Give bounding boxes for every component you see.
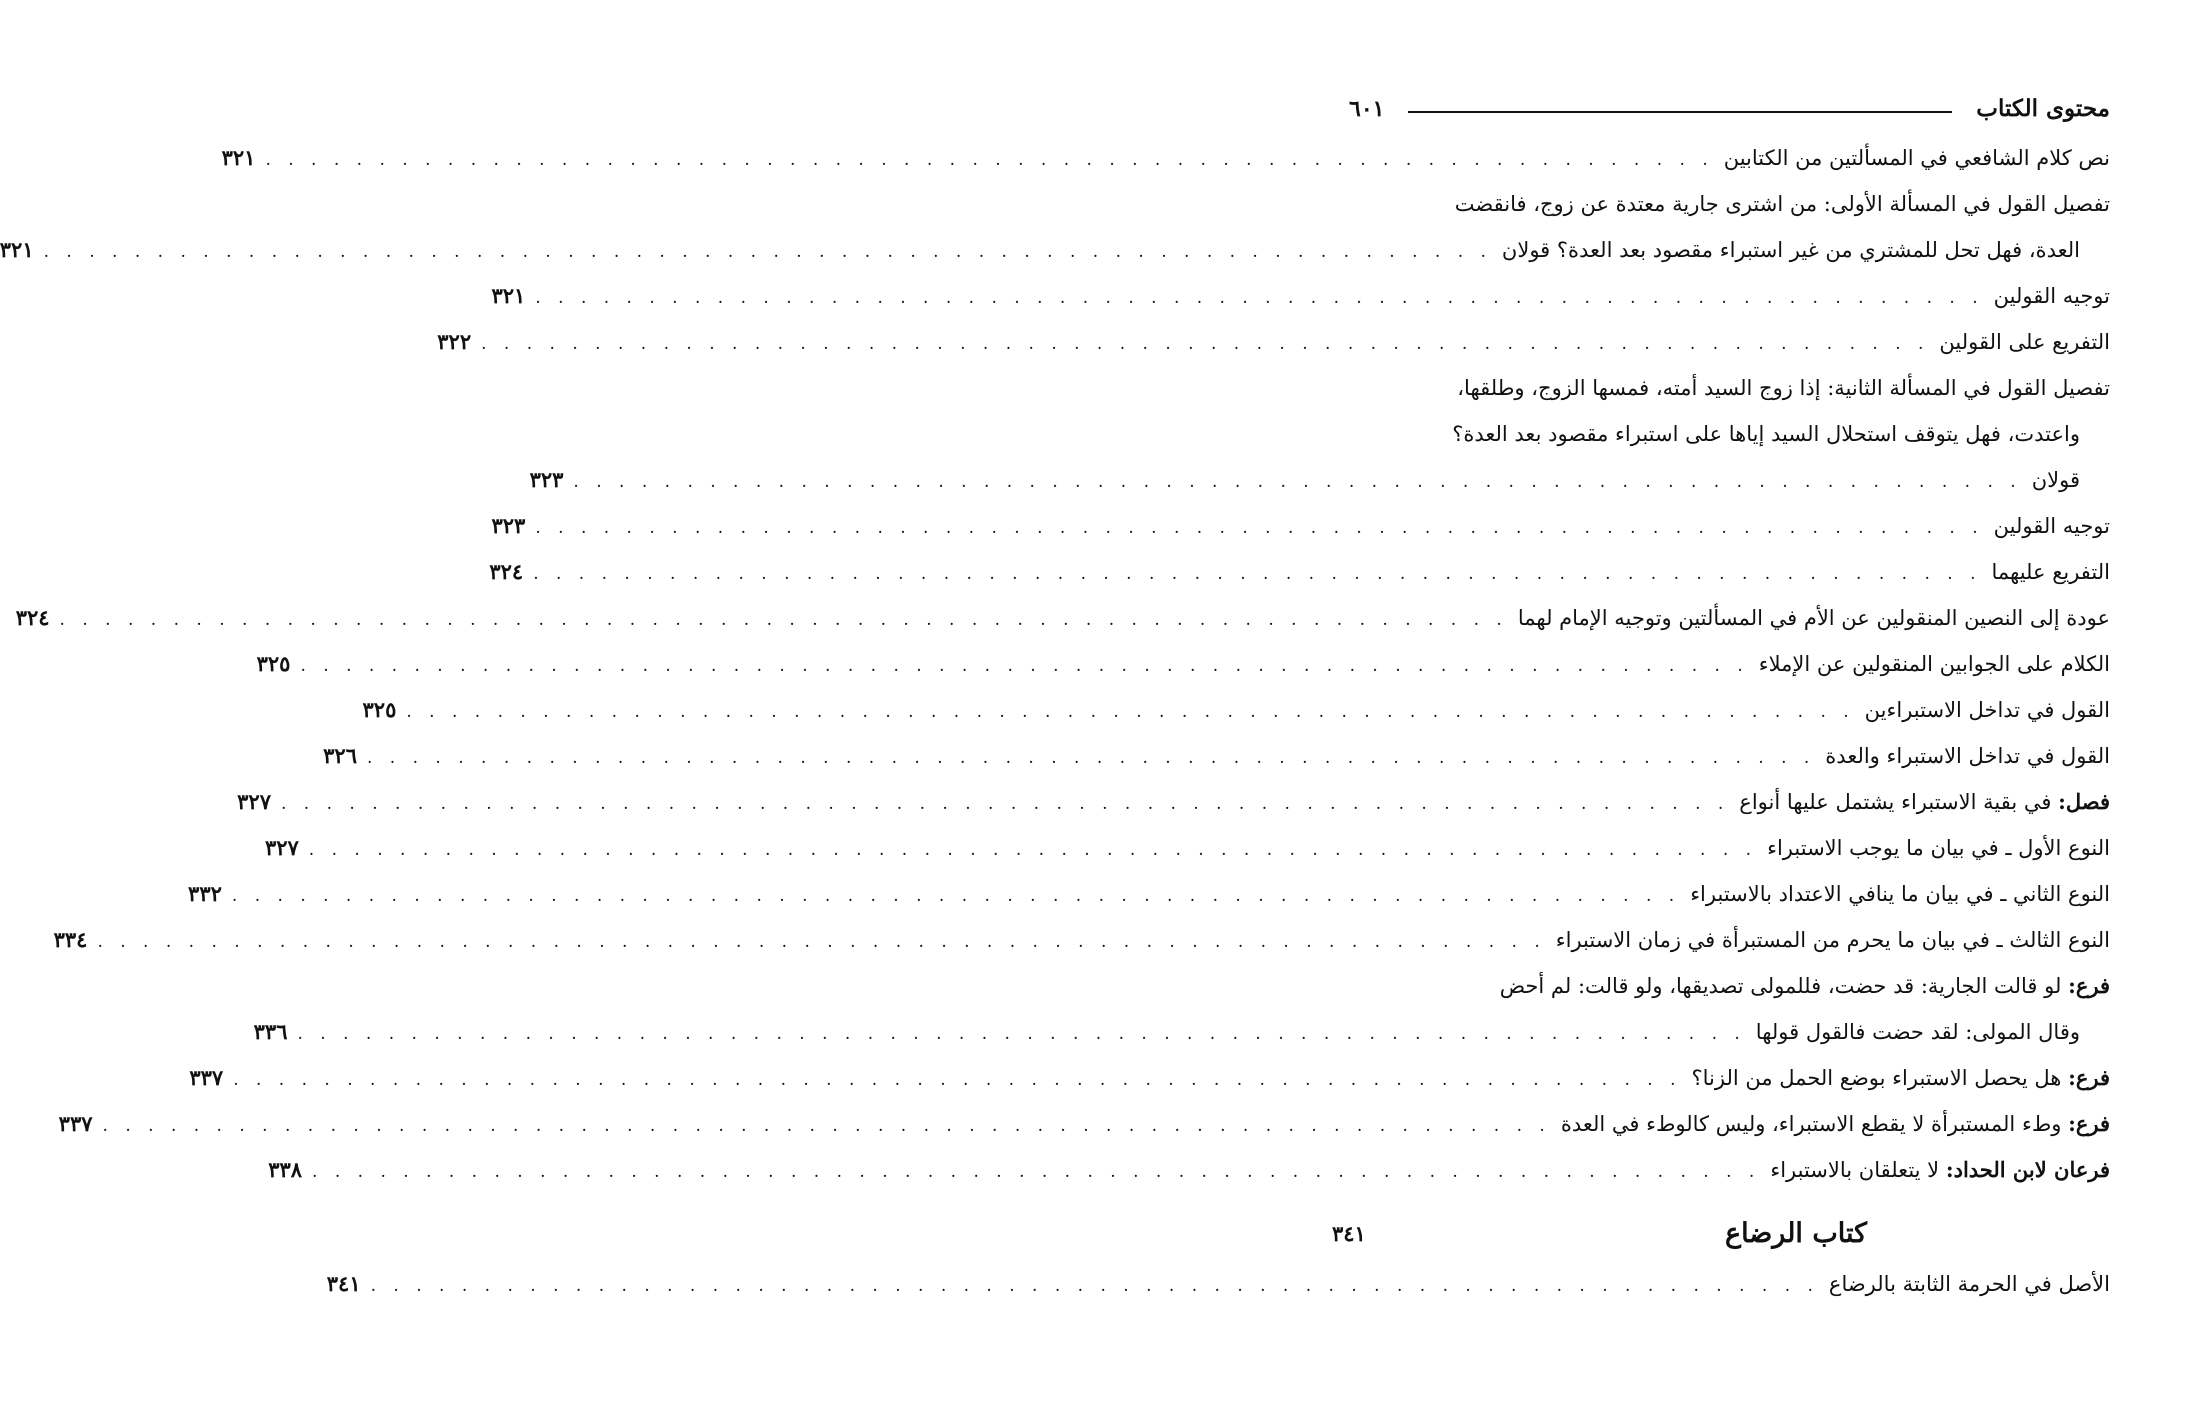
dot-leader: . . . . . . . . . . . . . . . . . . . . . . . . . . . . . . . . . . . . . . . . . . . . . . . . . . . . . . . . . . . . . . . . <box>573 472 2022 492</box>
table-of-contents <box>0 135 2110 1307</box>
page-number: ٦٠١ <box>1349 96 1385 122</box>
page-header <box>1335 86 2110 122</box>
entry-page: ٣٣٨ <box>268 1157 303 1182</box>
dot-leader: . . . . . . . . . . . . . . . . . . . . . . . . . . . . . . . . . . . . . . . . . . . . . . . . . . . . . . . . . . . . . . . . <box>231 886 1681 906</box>
entry-page: ٣٢٢ <box>437 329 472 354</box>
section-heading <box>1332 1205 2110 1261</box>
toc-entry <box>221 135 2110 181</box>
entry-text <box>1739 779 2110 825</box>
toc-entry-line: تفصيل القول في المسألة الثانية: إذا زوج السيد أمته، فمسها الزوج، وطلقها، <box>1457 376 2110 400</box>
toc-entry <box>53 917 2110 963</box>
entry-text <box>1561 1101 2110 1147</box>
entry-page: ٣٣٤ <box>53 927 88 952</box>
entry-text: توجيه القولين <box>1993 514 2110 538</box>
toc-entry-line: تفصيل القول في المسألة الأولى: من اشترى جارية معتدة عن زوج، فانقضت <box>1454 192 2110 216</box>
toc-entry <box>489 549 2110 595</box>
dot-leader: . . . . . . . . . . . . . . . . . . . . . . . . . . . . . . . . . . . . . . . . . . . . . . . . . . . . . . . . . . . . . . . . <box>265 150 1714 170</box>
dot-leader: . . . . . . . . . . . . . . . . . . . . . . . . . . . . . . . . . . . . . . . . . . . . . . . . . . . . . . . . . . . . . . . . <box>43 242 1492 262</box>
entry-label: فرع: <box>2068 973 2110 998</box>
entry-label: فصل: <box>2058 789 2110 814</box>
dot-leader: . . . . . . . . . . . . . . . . . . . . . . . . . . . . . . . . . . . . . . . . . . . . . . . . . . . . . . . . . . . . . . . . <box>481 334 1930 354</box>
toc-entry <box>237 779 2110 825</box>
entry-text: التفريع عليهما <box>1991 560 2110 584</box>
toc-entry <box>189 1055 2110 1101</box>
entry-page: ٣٢٤ <box>489 559 524 584</box>
toc-entry <box>268 1147 2110 1193</box>
toc-entry <box>256 641 2110 687</box>
toc-entry-line <box>1332 963 2110 1009</box>
toc-entry <box>362 687 2110 733</box>
entry-text-body: لو قالت الجارية: قد حضت، فللمولى تصديقها، ولو قالت: لم أحض <box>1499 974 2062 998</box>
toc-entry-continued <box>253 1009 2110 1055</box>
toc-entry-continued <box>529 457 2110 503</box>
header-rule <box>1408 111 1952 113</box>
toc-entry <box>15 595 2110 641</box>
dot-leader: . . . . . . . . . . . . . . . . . . . . . . . . . . . . . . . . . . . . . . . . . . . . . . . . . . . . . . . . . . . . . . . . <box>312 1162 1761 1182</box>
dot-leader: . . . . . . . . . . . . . . . . . . . . . . . . . . . . . . . . . . . . . . . . . . . . . . . . . . . . . . . . . . . . . . . . <box>300 656 1749 676</box>
entry-text: النوع الثالث ـ في بيان ما يحرم من المستبرأة في زمان الاستبراء <box>1555 928 2110 952</box>
toc-entry <box>491 503 2110 549</box>
entry-text: النوع الأول ـ في بيان ما يوجب الاستبراء <box>1767 836 2110 860</box>
entry-text: العدة، فهل تحل للمشتري من غير استبراء مقصود بعد العدة؟ قولان <box>1501 238 2080 262</box>
entry-page: ٣٢٤ <box>15 605 50 630</box>
section-page: ٣٤١ <box>1332 1220 1366 1246</box>
entry-page: ٣٣٦ <box>253 1019 288 1044</box>
entry-text: عودة إلى النصين المنقولين عن الأم في المسألتين وتوجيه الإمام لهما <box>1517 606 2110 630</box>
entry-text: توجيه القولين <box>1993 284 2110 308</box>
entry-label: فرع: <box>2068 1065 2110 1090</box>
toc-entry <box>264 825 2110 871</box>
entry-text: التفريع على القولين <box>1939 330 2110 354</box>
dot-leader: . . . . . . . . . . . . . . . . . . . . . . . . . . . . . . . . . . . . . . . . . . . . . . . . . . . . . . . . . . . . . . . . <box>533 564 1982 584</box>
running-title: محتوى الكتاب <box>1976 95 2110 122</box>
dot-leader: . . . . . . . . . . . . . . . . . . . . . . . . . . . . . . . . . . . . . . . . . . . . . . . . . . . . . . . . . . . . . . . . <box>370 1276 1819 1296</box>
toc-entry <box>58 1101 2110 1147</box>
entry-page: ٣٢٣ <box>491 513 526 538</box>
dot-leader: . . . . . . . . . . . . . . . . . . . . . . . . . . . . . . . . . . . . . . . . . . . . . . . . . . . . . . . . . . . . . . . . <box>281 794 1730 814</box>
dot-leader: . . . . . . . . . . . . . . . . . . . . . . . . . . . . . . . . . . . . . . . . . . . . . . . . . . . . . . . . . . . . . . . . <box>308 840 1758 860</box>
entry-page: ٣٢٧ <box>237 789 271 814</box>
entry-page: ٣٢١ <box>221 145 256 170</box>
dot-leader: . . . . . . . . . . . . . . . . . . . . . . . . . . . . . . . . . . . . . . . . . . . . . . . . . . . . . . . . . . . . . . . . <box>233 1070 1682 1090</box>
entry-text: القول في تداخل الاستبراء والعدة <box>1825 744 2110 768</box>
dot-leader: . . . . . . . . . . . . . . . . . . . . . . . . . . . . . . . . . . . . . . . . . . . . . . . . . . . . . . . . . . . . . . . . <box>406 702 1855 722</box>
entry-page: ٣٢١ <box>491 283 526 308</box>
entry-text: وقال المولى: لقد حضت فالقول قولها <box>1755 1020 2080 1044</box>
entry-page: ٣٢٣ <box>529 467 564 492</box>
entry-page: ٣٢٦ <box>323 743 357 768</box>
toc-entry <box>437 319 2110 365</box>
entry-label: فرعان لابن الحداد: <box>1945 1157 2110 1182</box>
toc-entry <box>326 1261 2110 1307</box>
toc-entry-continued <box>0 227 2110 273</box>
toc-entry <box>491 273 2110 319</box>
entry-page: ٣٢٥ <box>362 697 397 722</box>
entry-text: النوع الثاني ـ في بيان ما ينافي الاعتداد بالاستبراء <box>1690 882 2110 906</box>
dot-leader: . . . . . . . . . . . . . . . . . . . . . . . . . . . . . . . . . . . . . . . . . . . . . . . . . . . . . . . . . . . . . . . . <box>535 288 1984 308</box>
entry-text: القول في تداخل الاستبراءين <box>1864 698 2110 722</box>
entry-text <box>1691 1055 2110 1101</box>
entry-page: ٣٣٢ <box>188 881 222 906</box>
entry-page: ٣٢٧ <box>264 835 299 860</box>
entry-text: نص كلام الشافعي في المسألتين من الكتابين <box>1723 146 2110 170</box>
toc-entry <box>188 871 2110 917</box>
entry-label: فرع: <box>2068 1111 2110 1136</box>
dot-leader: . . . . . . . . . . . . . . . . . . . . . . . . . . . . . . . . . . . . . . . . . . . . . . . . . . . . . . . . . . . . . . . . <box>297 1024 1746 1044</box>
entry-page: ٣٤١ <box>326 1271 361 1296</box>
toc-entry-line: واعتدت، فهل يتوقف استحلال السيد إياها على استبراء مقصود بعد العدة؟ <box>1452 422 2080 446</box>
dot-leader: . . . . . . . . . . . . . . . . . . . . . . . . . . . . . . . . . . . . . . . . . . . . . . . . . . . . . . . . . . . . . . . . <box>102 1116 1551 1136</box>
entry-text-body: لا يتعلقان بالاستبراء <box>1770 1158 1940 1182</box>
dot-leader: . . . . . . . . . . . . . . . . . . . . . . . . . . . . . . . . . . . . . . . . . . . . . . . . . . . . . . . . . . . . . . . . <box>59 610 1508 630</box>
dot-leader: . . . . . . . . . . . . . . . . . . . . . . . . . . . . . . . . . . . . . . . . . . . . . . . . . . . . . . . . . . . . . . . . <box>535 518 1984 538</box>
entry-page: ٣٢٥ <box>256 651 291 676</box>
entry-text-body: في بقية الاستبراء يشتمل عليها أنواع <box>1739 790 2052 814</box>
entry-page: ٣٣٧ <box>189 1065 224 1090</box>
entry-page: ٣٢١ <box>0 237 34 262</box>
entry-text-body: هل يحصل الاستبراء بوضع الحمل من الزنا؟ <box>1691 1066 2062 1090</box>
entry-text: الكلام على الجوابين المنقولين عن الإملاء <box>1758 652 2110 676</box>
dot-leader: . . . . . . . . . . . . . . . . . . . . . . . . . . . . . . . . . . . . . . . . . . . . . . . . . . . . . . . . . . . . . . . . <box>97 932 1546 952</box>
toc-entry <box>323 733 2110 779</box>
section-title: كتاب الرضاع <box>1725 1217 1867 1249</box>
entry-text-body: وطء المستبرأة لا يقطع الاستبراء، وليس كالوطء في العدة <box>1560 1112 2062 1136</box>
entry-text: قولان <box>2031 468 2080 492</box>
entry-text: الأصل في الحرمة الثابتة بالرضاع <box>1828 1272 2110 1296</box>
entry-page: ٣٣٧ <box>58 1111 93 1136</box>
entry-text <box>1770 1147 2110 1193</box>
dot-leader: . . . . . . . . . . . . . . . . . . . . . . . . . . . . . . . . . . . . . . . . . . . . . . . . . . . . . . . . . . . . . . . . <box>367 748 1816 768</box>
